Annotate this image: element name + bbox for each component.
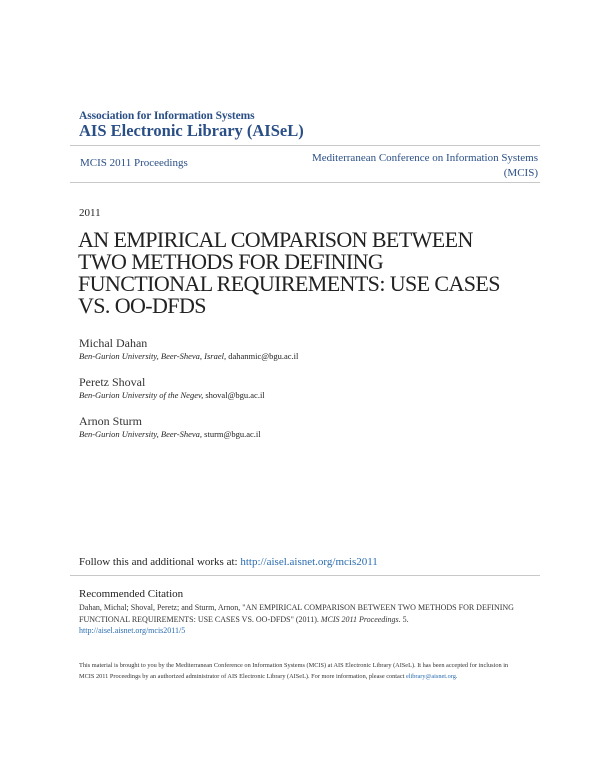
citation-link[interactable]: http://aisel.aisnet.org/mcis2011/5 [79, 626, 186, 635]
author-affiliation: Ben-Gurion University, Beer-Sheva, Israel, dahanmic@bgu.ac.il [79, 351, 299, 361]
citation-heading: Recommended Citation [79, 588, 184, 600]
divider-top [70, 145, 540, 146]
author-email: dahanmic@bgu.ac.il [228, 351, 299, 361]
author-name: Michal Dahan [79, 336, 148, 350]
contact-email-link[interactable]: elibrary@aisnet.org [405, 673, 456, 680]
conference-abbrev: (MCIS) [503, 167, 538, 179]
citation-text: Dahan, Michal; Shoval, Peretz; and Sturm, Arnon, "AN EMPIRICAL COMPARISON BETWEEN TWO METHODS FOR DEFINING FUNCTIONAL REQUIREMENTS: USE CASES VS. OO-DFDS" (2011). MCIS 2011 Proceedings. 5. http://aisel.aisnet.org/mcis2011/5 [79, 603, 514, 635]
follow-line: Follow this and additional works at: http://aisel.aisnet.org/mcis2011 [79, 556, 378, 568]
footer-notice: This material is brought to you by the Mediterranean Conference on Information Systems (MCIS) at AIS Electronic Library (AISeL). It has been accepted for inclusion in MCIS 2011 Proceedings by an authorized administrator of AIS Electronic Library (AISeL). For more information, please contact elibrary@aisnet.org. [79, 662, 509, 680]
organization-name: Association for Information Systems [79, 110, 255, 122]
author-block [79, 414, 261, 440]
divider-follow [70, 575, 540, 576]
conference-name: Mediterranean Conference on Information Systems [311, 152, 538, 164]
conference-link[interactable] [278, 151, 538, 181]
publication-year: 2011 [79, 207, 101, 219]
author-name: Peretz Shoval [79, 375, 146, 389]
paper-title: AN EMPIRICAL COMPARISON BETWEEN TWO METHODS FOR DEFINING FUNCTIONAL REQUIREMENTS: USE CASES VS. OO-DFDS [78, 227, 500, 318]
author-block [79, 375, 265, 401]
author-email: shoval@bgu.ac.il [205, 390, 265, 400]
divider-series [70, 182, 540, 183]
author-affiliation: Ben-Gurion University of the Negev, shoval@bgu.ac.il [79, 390, 265, 400]
author-affiliation: Ben-Gurion University, Beer-Sheva, sturm@bgu.ac.il [79, 429, 261, 439]
author-email: sturm@bgu.ac.il [204, 429, 261, 439]
author-block [79, 336, 298, 362]
author-name: Arnon Sturm [79, 414, 142, 428]
library-name[interactable]: AIS Electronic Library (AISeL) [79, 121, 304, 140]
follow-link[interactable]: http://aisel.aisnet.org/mcis2011 [240, 556, 378, 568]
series-link[interactable]: MCIS 2011 Proceedings [80, 157, 188, 169]
